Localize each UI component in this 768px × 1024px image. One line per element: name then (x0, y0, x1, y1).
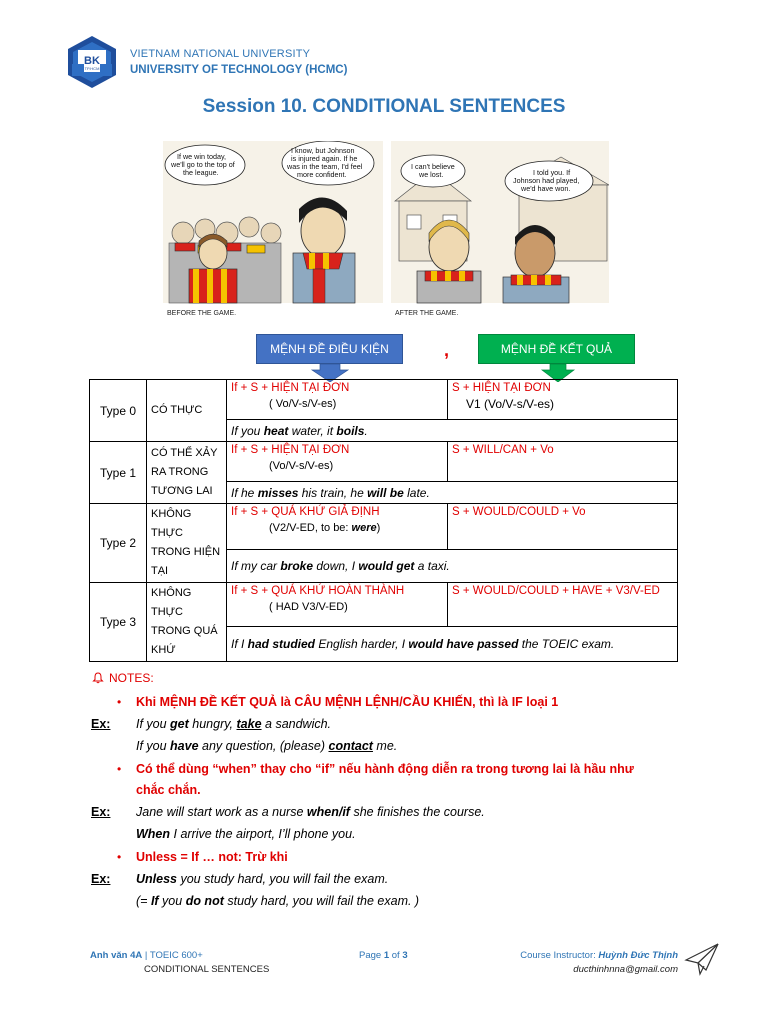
type-label: Type 1 (90, 442, 147, 504)
example-label: Ex: (91, 872, 111, 886)
if-clause-form: (Vo/V-s/V-es) (269, 460, 334, 472)
conditional-types-table (89, 379, 678, 662)
result-clause-formula: S + WOULD/COULD + Vo (452, 506, 586, 518)
type-label: Type 2 (90, 504, 147, 583)
note-bullet-1: Khi MỆNH ĐỀ KẾT QUẢ là CÂU MỆNH LỆNH/CẦU KHIẾN, thì là IF loại 1 (136, 695, 559, 709)
after-game-panel (391, 141, 609, 317)
clause-comma: , (444, 340, 450, 360)
if-clause-form: ( Vo/V-s/V-es) (269, 398, 337, 410)
if-clause-formula: If + S + HIỆN TẠI ĐƠN (231, 382, 350, 394)
example-sentence: If I had studied English harder, I would have passed the TOEIC exam. (227, 626, 678, 661)
if-clause-formula: If + S + QUÁ KHỨ GIẢ ĐỊNH (231, 506, 380, 518)
table-row-type0 (90, 380, 678, 420)
table-row-type1 (90, 442, 678, 482)
example-2b: When I arrive the airport, I’ll phone you. (136, 827, 356, 841)
notes-title: NOTES: (109, 671, 154, 685)
note-bullet-3: Unless = If … not: Trừ khi (136, 850, 288, 864)
caption-after: AFTER THE GAME. (395, 310, 459, 317)
notes-heading (92, 671, 154, 685)
example-sentence: If you heat water, it boils. (227, 420, 678, 442)
paper-plane-icon (684, 942, 720, 976)
example-3a: Unless you study hard, you will fail the exam. (136, 872, 389, 886)
type-description: KHÔNG THỰC TRONG QUÁ KHỨ (147, 583, 227, 662)
cartoon-illustration (163, 141, 609, 323)
example-sentence: If my car broke down, I would get a taxi. (227, 550, 678, 583)
example-3b: (= If you do not study hard, you will fail the exam. ) (136, 894, 420, 908)
note-bullet-2: Có thể dùng “when” thay cho “if” nếu hành động diễn ra trong tương lai là hầu như (136, 762, 634, 776)
bubble-3: I can't believe we lost. (411, 162, 455, 179)
table-row-type3 (90, 583, 678, 627)
example-1b: If you have any question, (please) contact me. (136, 739, 398, 753)
if-clause-form: (V2/V-ED, to be: were) (269, 522, 381, 534)
note-bullet-2-cont: chắc chắn. (136, 783, 201, 797)
type-label: Type 3 (90, 583, 147, 662)
if-clause-form: ( HAD V3/V-ED) (269, 601, 348, 613)
footer-course: Anh văn 4A | TOEIC 600+ (90, 950, 203, 961)
university-subname: UNIVERSITY OF TECHNOLOGY (HCMC) (130, 64, 348, 76)
example-2a: Jane will start work as a nurse when/if she finishes the course. (136, 805, 485, 819)
caption-before: BEFORE THE GAME. (167, 310, 237, 317)
before-game-panel (163, 141, 383, 317)
result-clause-formula: S + WILL/CAN + Vo (452, 444, 554, 456)
example-label: Ex: (91, 717, 111, 731)
type-description: KHÔNG THỰC TRONG HIỆN TẠI (147, 504, 227, 583)
bullet-icon: • (117, 762, 122, 776)
bubble-1: If we win today, we'll go to the top of the league. (171, 152, 235, 177)
bubble-4: I told you. If Johnson had played, we'd have won. (513, 168, 580, 193)
logo-text: BK (84, 55, 100, 67)
result-clause-formula: S + WOULD/COULD + HAVE + V3/V-ED (452, 585, 660, 597)
footer-email: ducthinhnna@gmail.com (573, 964, 678, 975)
type-label: Type 0 (90, 380, 147, 442)
example-label: Ex: (91, 805, 111, 819)
if-clause-formula: If + S + QUÁ KHỨ HOÀN THÀNH (231, 585, 405, 597)
result-clause-formula: S + HIỆN TẠI ĐƠN (452, 382, 551, 394)
bullet-icon: • (117, 850, 122, 864)
footer-instructor: Course Instructor: Huỳnh Đức Thịnh (520, 950, 678, 961)
university-logo (64, 34, 120, 90)
example-1a: If you get hungry, take a sandwich. (136, 717, 332, 731)
logo-subtext: TP.HCM (84, 66, 100, 71)
type-description: CÓ THỂ XẢY RA TRONG TƯƠNG LAI (147, 442, 227, 504)
university-name: VIETNAM NATIONAL UNIVERSITY (130, 48, 311, 60)
table-row-type2 (90, 504, 678, 550)
bullet-icon: • (117, 695, 122, 709)
example-sentence: If he misses his train, he will be late. (227, 482, 678, 504)
bell-icon (92, 672, 104, 684)
bubble-2: I know, but Johnson is injured again. If he was in the team, I'd feel more confident. (287, 146, 363, 179)
page-number: Page 1 of 3 (359, 950, 408, 961)
if-clause-formula: If + S + HIỆN TẠI ĐƠN (231, 444, 350, 456)
footer-topic: CONDITIONAL SENTENCES (144, 964, 270, 975)
type-description: CÓ THỰC (147, 380, 227, 442)
condition-clause-label: MỆNH ĐỀ ĐIỀU KIỆN (256, 334, 403, 364)
page-title: Session 10. CONDITIONAL SENTENCES (202, 96, 566, 117)
result-clause-form: V1 (Vo/V-s/V-es) (466, 397, 555, 411)
result-clause-label: MỆNH ĐỀ KẾT QUẢ (478, 334, 635, 364)
